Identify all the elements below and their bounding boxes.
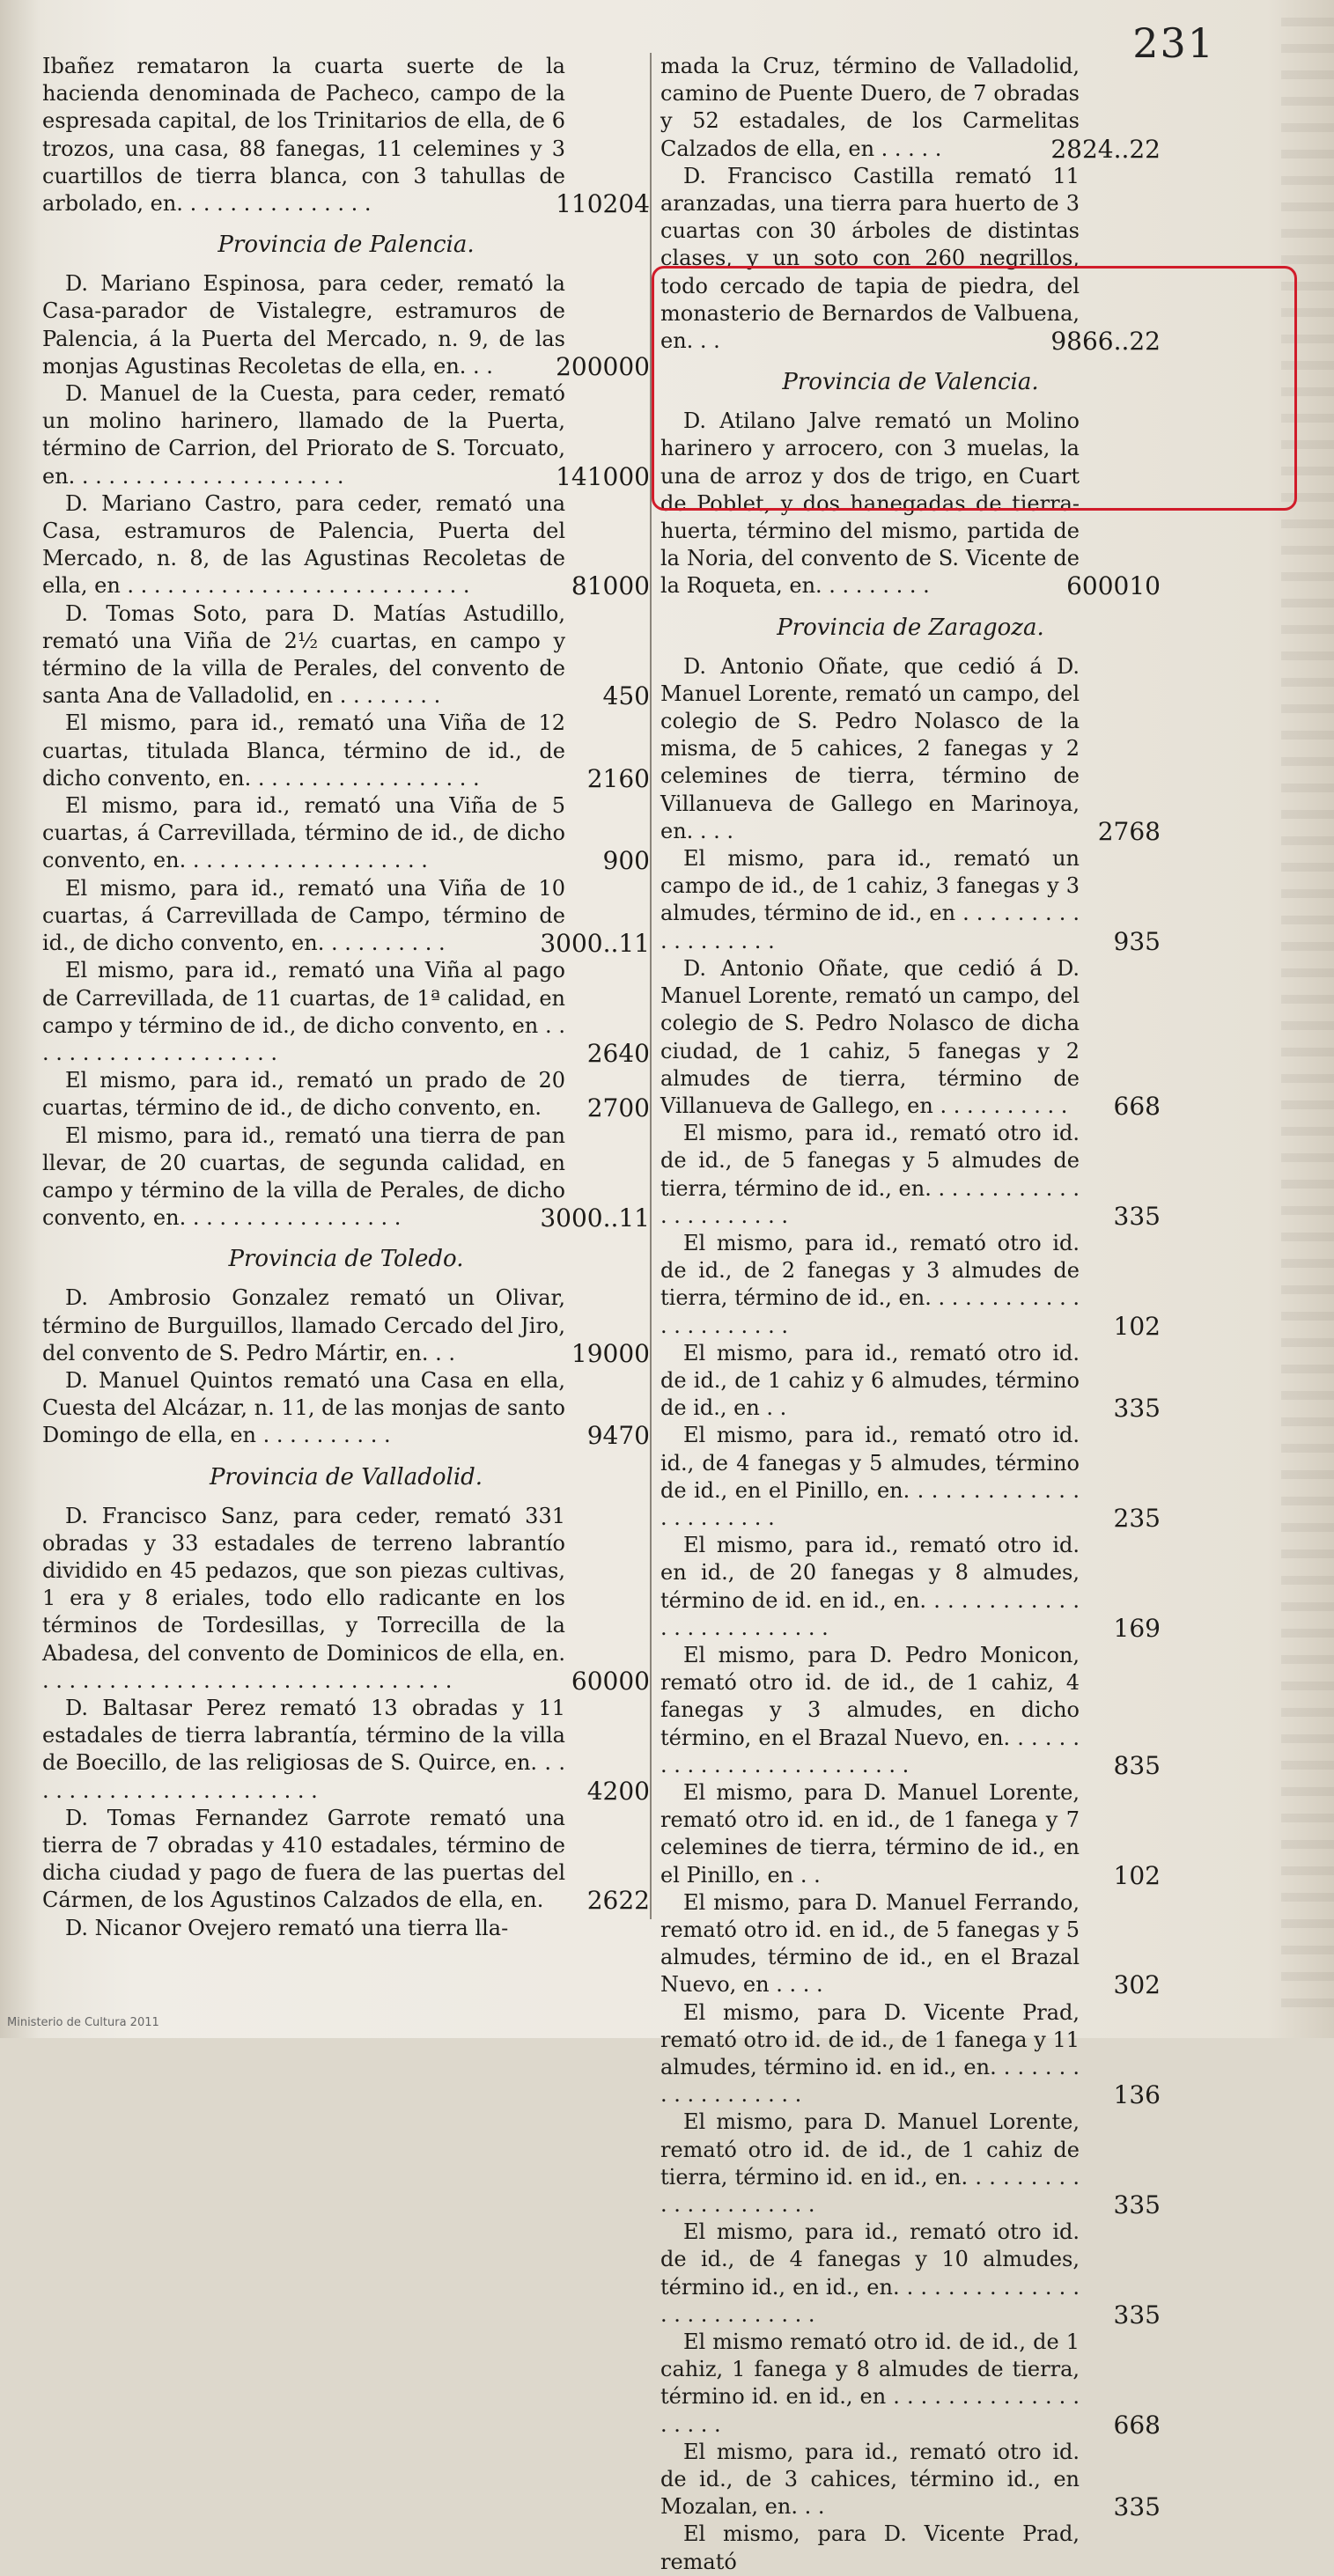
entry-text: D. Atilano Jalve remató un Molino harinero y arrocero, con 3 muelas, la una de arroz y dos de trigo, en Cuart de Poblet, y dos hanegadas de tierra-huerta, término del mismo, partida de la Noria, del convento de S. Vicente de la Roqueta, en. . . . . . . . . [660, 408, 1080, 599]
entry-text: D. Francisco Castilla remató 11 aranzadas, una tierra para huerto de 3 cuartas con 30 árboles de distintas clases, y un soto con 260 negrillos, todo cercado de tapia de piedra, del monasterio de Bernardos de Valbuena, en. . . [660, 163, 1080, 354]
entry [660, 1889, 1161, 1999]
entry-amount: 3000..11 [540, 929, 650, 959]
entry-amount: 335 [1113, 1394, 1161, 1424]
entry [660, 1230, 1161, 1340]
section-heading-palencia: Provincia de Palencia. [217, 232, 475, 259]
entry-text: D. Nicanor Ovejero remató una tierra lla- [65, 1915, 509, 1940]
entry [660, 845, 1161, 955]
entry [42, 53, 650, 217]
entry [42, 875, 650, 958]
entry-text: El mismo, para D. Manuel Lorente, remató otro id. en id., de 1 fanega y 7 celemines de tierra, término de id., en el Pinillo, en . . [660, 1779, 1080, 1888]
entry-text: El mismo, para D. Vicente Prad, remató [660, 2521, 1080, 2574]
entry [42, 792, 650, 875]
entry-amount: 668 [1113, 1091, 1161, 1121]
valladolid-entries [42, 1503, 650, 1942]
section-heading-valladolid: Provincia de Valladolid. [209, 1463, 483, 1490]
entry [42, 957, 650, 1067]
left-column [42, 53, 650, 1942]
highlight-annotation-box [652, 266, 1297, 511]
entry-amount: 900 [602, 846, 650, 876]
entry-text: D. Tomas Soto, para D. Matías Astudillo, remató una Viña de 2½ cuartas, en campo y término de la villa de Perales, del convento de santa Ana de Valladolid, en . . . . . . . . [42, 600, 565, 709]
entry [660, 1532, 1161, 1642]
entry-text: El mismo, para id., remató una Viña de 5 cuartas, á Carrevillada, término de id., de dicho convento, en. . . . . . . . . . . . . . . . . . . [42, 793, 565, 873]
entry [42, 490, 650, 600]
entry [42, 270, 650, 380]
entry-amount: 2824..22 [1050, 134, 1161, 164]
entry-amount: 450 [602, 681, 650, 711]
entry [42, 380, 650, 490]
entry [42, 1284, 650, 1367]
entry-text: El mismo remató otro id. de id., de 1 cahiz, 1 fanega y 8 almudes de tierra, término id. en id., en . . . . . . . . . . . . . . . . . . . [660, 2329, 1080, 2437]
entry-amount: 2700 [586, 1093, 650, 1123]
entry-text: D. Ambrosio Gonzalez remató un Olivar, término de Burguillos, llamado Cercado del Jiro, del convento de S. Pedro Mártir, en. . . [42, 1285, 565, 1365]
section-heading-toledo: Provincia de Toledo. [228, 1246, 464, 1273]
entry [660, 1642, 1161, 1779]
entry-amount: 102 [1113, 1311, 1161, 1341]
entry-amount: 335 [1113, 2492, 1161, 2522]
entry-amount: 2622 [586, 1886, 650, 1916]
entry-text: El mismo, para id., remató una Viña de 12 cuartas, titulada Blanca, término de id., de dicho convento, en. . . . . . . . . . . . . . . . . . [42, 710, 565, 791]
entry-amount: 141000 [556, 461, 650, 491]
entry-amount: 19000 [571, 1338, 650, 1368]
entry-text: El mismo, para D. Manuel Ferrando, remató otro id. en id., de 5 fanegas y 5 almudes, término de id., en el Brazal Nuevo, en . . . . [660, 1889, 1080, 1998]
entry-text: El mismo, para id., remató otro id. de id., de 3 cahices, término id., en Mozalan, en. . . [660, 2439, 1080, 2520]
entry [42, 1367, 650, 1450]
section-heading-valencia: Provincia de Valencia. [782, 369, 1039, 396]
entry-amount: 302 [1113, 1970, 1161, 2000]
entry-text: D. Francisco Sanz, para ceder, remató 331 obradas y 33 estadales de terreno labrantío dividido en 45 pedazos, que son piezas cultivas, 1 era y 8 eriales, todo ello radicante en los términos de Tordesillas, y Torrecilla de la Abadesa, del convento de Dominicos de ella, en. . . . . . . . . . . . . . . . . . . . . . . . . . . . . . . . [42, 1503, 565, 1693]
entry-amount: 335 [1113, 2190, 1161, 2220]
entry-text: El mismo, para id., remató una Viña al pago de Carrevillada, de 11 cuartas, de 1ª calidad, en campo y término de id., de dicho convento, en . . . . . . . . . . . . . . . . . . . . [42, 958, 565, 1065]
entry-text: El mismo, para id., remató una Viña de 10 cuartas, á Carrevillada de Campo, término de id., de dicho convento, en. . . . . . . . . . [42, 875, 565, 956]
entry-text: El mismo, para id., remató otro id. de id., de 1 cahiz y 6 almudes, término de id., en . . [660, 1340, 1080, 1421]
entry [42, 1695, 650, 1805]
entry [42, 710, 650, 792]
entry [660, 2521, 1161, 2575]
entry-amount: 2768 [1097, 816, 1161, 846]
entry-amount: 935 [1113, 926, 1161, 956]
entry-amount: 3000..11 [540, 1203, 650, 1233]
entry-text: D. Mariano Castro, para ceder, remató una Casa, estramuros de Palencia, Puerta del Mercado, n. 8, de las Agustinas Recoletas de ella, en . . . . . . . . . . . . . . . . . . . . . . . . . . [42, 490, 565, 599]
entry-amount: 2640 [586, 1038, 650, 1068]
palencia-entries [42, 270, 650, 1232]
entry [660, 653, 1161, 845]
entry-text: D. Antonio Oñate, que cedió á D. Manuel Lorente, remató un campo, del colegio de S. Pedro Nolasco de dicha ciudad, de 1 cahiz, 5 fanegas y 2 almudes de tierra, término de Villanueva de Gallego, en . . . . . . . . . . [660, 955, 1080, 1118]
entry-text: El mismo, para id., remató otro id. de id., de 4 fanegas y 10 almudes, término id., en id., en. . . . . . . . . . . . . . . . . . . . . . . . . . [660, 2219, 1080, 2327]
entry-amount: 235 [1113, 1503, 1161, 1533]
entry-amount: 110204 [556, 189, 650, 219]
entry-text: El mismo, para id., remató una tierra de pan llevar, de 20 cuartas, de segunda calidad, en campo y término de la villa de Perales, de dicho convento, en. . . . . . . . . . . . . . . . . [42, 1122, 565, 1231]
entry-amount: 335 [1113, 2300, 1161, 2329]
entry [42, 1122, 650, 1233]
entry [660, 1999, 1161, 2109]
entry-text: D. Tomas Fernandez Garrote remató una tierra de 7 obradas y 410 estadales, término de dicha ciudad y pago de fuera de las puertas del Cármen, de los Agustinos Calzados de ella, en. [42, 1805, 565, 1913]
entry-text: El mismo, para D. Vicente Prad, remató otro id. de id., de 1 fanega y 11 almudes, término id. en id., en. . . . . . . . . . . . . . . . . . [660, 1999, 1080, 2108]
entry-amount: 102 [1113, 1860, 1161, 1890]
entry-amount: 9470 [586, 1421, 650, 1451]
zaragoza-entries [660, 653, 1161, 2576]
entry [42, 1915, 650, 1942]
toledo-entries [42, 1284, 650, 1449]
entry-text: El mismo, para id., remató otro id. en id., de 20 fanegas y 8 almudes, término de id. en id., en. . . . . . . . . . . . . . . . . . . . . . . . . [660, 1533, 1080, 1640]
entry-text: El mismo, para id., remató otro id. id., de 4 fanegas y 5 almudes, término de id., en el Pinillo, en. . . . . . . . . . . . . . . . . . . . . . [660, 1423, 1080, 1530]
entry-amount: 835 [1113, 1750, 1161, 1780]
entry-text: El mismo, para id., remató otro id. de id., de 2 fanegas y 3 almudes de tierra, término de id., en. . . . . . . . . . . . . . . . . . . . . . [660, 1230, 1080, 1338]
entry [660, 2109, 1161, 2219]
entry-text: El mismo, para id., remató otro id. de id., de 5 fanegas y 5 almudes de tierra, término de id., en. . . . . . . . . . . . . . . . . . . . . . [660, 1121, 1080, 1228]
entry [660, 53, 1161, 163]
entry [660, 2329, 1161, 2439]
entry-amount: 200000 [556, 351, 650, 381]
entry [660, 2439, 1161, 2521]
entry-text: mada la Cruz, término de Valladolid, camino de Puente Duero, de 7 obradas y 52 estadales, de los Carmelitas Calzados de ella, en . . . . . [660, 54, 1080, 161]
entry-text: El mismo, para id., remató un campo de id., de 1 cahiz, 3 fanegas y 3 almudes, término de id., en . . . . . . . . . . . . . . . . . . [660, 846, 1080, 953]
entry-amount: 335 [1113, 1201, 1161, 1231]
entry-text: Ibañez remataron la cuarta suerte de la hacienda denominada de Pacheco, campo de la espresada capital, de los Trinitarios de ella, de 6 trozos, una casa, 88 fanegas, 11 celemines y 3 cuartillos de tierra blanca, con 3 tahullas de arbolado, en. . . . . . . . . . . . . . . [42, 54, 565, 217]
entry-amount: 668 [1113, 2410, 1161, 2440]
entry-text: D. Antonio Oñate, que cedió á D. Manuel Lorente, remató un campo, del colegio de S. Pedro Nolasco de la misma, de 5 cahices, 2 fanegas y 2 celemines de tierra, término de Villanueva de Gallego en Marinoya, en. . . . [660, 653, 1080, 843]
entry-amount: 9866..22 [1050, 327, 1161, 357]
entry-amount: 600010 [1066, 571, 1161, 601]
entry-amount: 4200 [586, 1776, 650, 1806]
entry [42, 1805, 650, 1915]
entry-amount: 81000 [571, 571, 650, 601]
entry-text: D. Manuel Quintos remató una Casa en ella, Cuesta del Alcázar, n. 11, de las monjas de santo Domingo de ella, en . . . . . . . . . . [42, 1367, 565, 1448]
entry-text: D. Mariano Espinosa, para ceder, remató la Casa-parador de Vistalegre, estramuros de Palencia, á la Puerta del Mercado, n. 9, de las monjas Agustinas Recoletas de ella, en. . . [42, 271, 565, 379]
section-heading-zaragoza: Provincia de Zaragoza. [777, 614, 1044, 641]
entry [660, 1120, 1161, 1230]
entry-amount: 2160 [586, 763, 650, 793]
entry-text: El mismo, para D. Manuel Lorente, remató otro id. de id., de 1 cahiz de tierra, término id. en id., en. . . . . . . . . . . . . . . . . . . . . [660, 2109, 1080, 2218]
entry-text: D. Manuel de la Cuesta, para ceder, remató un molino harinero, llamado de la Puerta, término de Carrion, del Priorato de S. Torcuato, en. . . . . . . . . . . . . . . . . . . . . [42, 381, 565, 489]
entry [660, 1422, 1161, 1532]
entry [42, 1067, 650, 1122]
entry [660, 1779, 1161, 1889]
entry [42, 600, 650, 710]
entry-text: El mismo, para id., remató un prado de 20 cuartas, término de id., de dicho convento, en. [42, 1068, 565, 1121]
entry-amount: 136 [1113, 2080, 1161, 2110]
entry [42, 1503, 650, 1695]
entry [660, 2219, 1161, 2329]
page-number: 231 [1132, 19, 1215, 67]
entry-text: D. Baltasar Perez remató 13 obradas y 11 estadales de tierra labrantía, término de la villa de Boecillo, de las religiosas de S. Quirce, en. . . . . . . . . . . . . . . . . . . . . . . . [42, 1695, 565, 1803]
entry [660, 955, 1161, 1120]
footer-credit: Ministerio de Cultura 2011 [7, 2016, 159, 2029]
entry-text: El mismo, para D. Pedro Monicon, remató otro id. de id., de 1 cahiz, 4 fanegas y 3 almudes, en dicho término, en el Brazal Nuevo, en. . . . . . . . . . . . . . . . . . . . . . . . . [660, 1642, 1080, 1777]
entry-amount: 169 [1113, 1613, 1161, 1643]
entry-amount: 60000 [571, 1666, 650, 1696]
entry [660, 1340, 1161, 1423]
